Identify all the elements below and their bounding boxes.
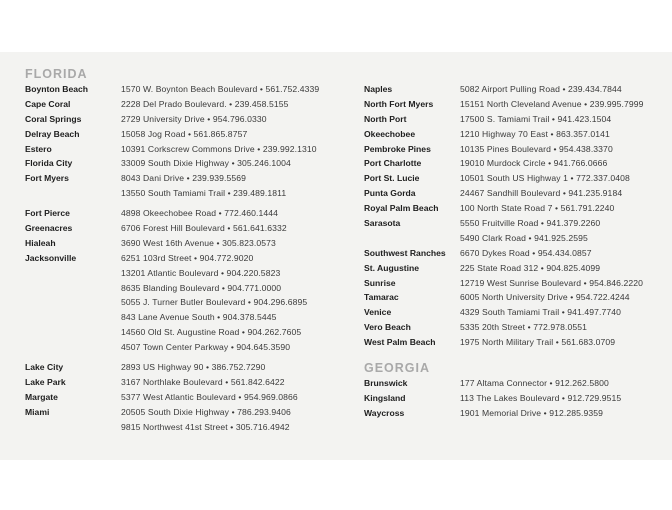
city-name: Brunswick bbox=[364, 378, 408, 389]
city-name: Florida City bbox=[25, 158, 73, 169]
address-phone: 5055 J. Turner Butler Boulevard • 904.296.6895 bbox=[121, 297, 308, 308]
address-phone: 10391 Corkscrew Commons Drive • 239.992.1310 bbox=[121, 143, 317, 154]
address-phone: 13201 Atlantic Boulevard • 904.220.5823 bbox=[121, 267, 281, 278]
address-phone: 10501 South US Highway 1 • 772.337.0408 bbox=[460, 173, 630, 184]
location-row bbox=[25, 127, 319, 142]
location-row bbox=[364, 246, 643, 261]
location-row bbox=[364, 320, 643, 335]
location-row bbox=[25, 405, 319, 420]
city-name: St. Augustine bbox=[364, 262, 420, 273]
location-row bbox=[25, 142, 319, 157]
location-row bbox=[364, 376, 643, 391]
address-phone: 24467 Sandhill Boulevard • 941.235.9184 bbox=[460, 188, 623, 199]
city-name: Port St. Lucie bbox=[364, 173, 420, 184]
address-phone: 5490 Clark Road • 941.925.2595 bbox=[460, 232, 588, 243]
location-row bbox=[25, 186, 319, 201]
city-name: Greenacres bbox=[25, 223, 73, 234]
address-phone: 12719 West Sunrise Boulevard • 954.846.2220 bbox=[460, 277, 643, 288]
address-phone: 843 Lane Avenue South • 904.378.5445 bbox=[121, 312, 277, 323]
location-row bbox=[364, 305, 643, 320]
city-name: Margate bbox=[25, 391, 58, 402]
location-row bbox=[25, 251, 319, 266]
city-name: Cape Coral bbox=[25, 98, 71, 109]
city-name: Jacksonville bbox=[25, 252, 77, 263]
city-name: Lake City bbox=[25, 362, 64, 373]
location-row bbox=[364, 186, 643, 201]
address-phone: 5377 West Atlantic Boulevard • 954.969.0866 bbox=[121, 391, 298, 402]
city-name: Estero bbox=[25, 143, 52, 154]
address-phone: 5335 20th Street • 772.978.0551 bbox=[460, 322, 587, 333]
location-row bbox=[25, 266, 319, 281]
address-phone: 20505 South Dixie Highway • 786.293.9406 bbox=[121, 406, 291, 417]
location-row bbox=[25, 390, 319, 405]
address-phone: 4329 South Tamiami Trail • 941.497.7740 bbox=[460, 307, 622, 318]
address-phone: 1210 Highway 70 East • 863.357.0141 bbox=[460, 128, 610, 139]
locations-card bbox=[0, 52, 672, 460]
address-phone: 33009 South Dixie Highway • 305.246.1004 bbox=[121, 158, 291, 169]
location-row bbox=[364, 201, 643, 216]
location-row bbox=[25, 221, 319, 236]
address-phone: 19010 Murdock Circle • 941.766.0666 bbox=[460, 158, 608, 169]
address-phone: 1901 Memorial Drive • 912.285.9359 bbox=[460, 407, 604, 418]
address-phone: 15151 North Cleveland Avenue • 239.995.7999 bbox=[460, 98, 644, 109]
city-name: Venice bbox=[364, 307, 392, 318]
right-column bbox=[364, 66, 643, 421]
location-row bbox=[25, 420, 319, 435]
city-name: Fort Myers bbox=[25, 173, 69, 184]
city-name: Port Charlotte bbox=[364, 158, 422, 169]
city-name: West Palm Beach bbox=[364, 337, 436, 348]
city-name: Southwest Ranches bbox=[364, 247, 446, 258]
address-phone: 15058 Jog Road • 561.865.8757 bbox=[121, 128, 248, 139]
address-phone: 113 The Lakes Boulevard • 912.729.9515 bbox=[460, 392, 622, 403]
city-name: Royal Palm Beach bbox=[364, 203, 439, 214]
address-phone: 8635 Blanding Boulevard • 904.771.0000 bbox=[121, 282, 282, 293]
city-name: Sunrise bbox=[364, 277, 396, 288]
address-phone: 5550 Fruitville Road • 941.379.2260 bbox=[460, 218, 601, 229]
city-name: North Port bbox=[364, 113, 407, 124]
city-name: Fort Pierce bbox=[25, 208, 70, 219]
city-name: Coral Springs bbox=[25, 113, 82, 124]
location-row bbox=[364, 231, 643, 246]
location-row bbox=[364, 216, 643, 231]
city-name: Okeechobee bbox=[364, 128, 416, 139]
address-phone: 8043 Dani Drive • 239.939.5569 bbox=[121, 173, 246, 184]
city-name: Hialeah bbox=[25, 237, 56, 248]
city-name: Punta Gorda bbox=[364, 188, 416, 199]
left-location-list bbox=[25, 82, 319, 434]
address-phone: 6251 103rd Street • 904.772.9020 bbox=[121, 252, 254, 263]
city-name: Pembroke Pines bbox=[364, 143, 431, 154]
location-row bbox=[25, 112, 319, 127]
city-name: Waycross bbox=[364, 407, 405, 418]
location-row bbox=[364, 156, 643, 171]
right-location-list bbox=[364, 82, 643, 350]
address-phone: 2729 University Drive • 954.796.0330 bbox=[121, 113, 267, 124]
location-row bbox=[25, 97, 319, 112]
location-row bbox=[364, 261, 643, 276]
city-name: Tamarac bbox=[364, 292, 399, 303]
location-row bbox=[25, 360, 319, 375]
location-row bbox=[364, 276, 643, 291]
city-name: Delray Beach bbox=[25, 128, 80, 139]
location-row bbox=[25, 171, 319, 186]
section-gap bbox=[364, 350, 643, 360]
city-name: Kingsland bbox=[364, 392, 406, 403]
address-phone: 13550 South Tamiami Trail • 239.489.1811 bbox=[121, 188, 287, 199]
address-phone: 225 State Road 312 • 904.825.4099 bbox=[460, 262, 601, 273]
city-name: Sarasota bbox=[364, 218, 401, 229]
location-row bbox=[25, 310, 319, 325]
location-row bbox=[25, 375, 319, 390]
location-row bbox=[25, 236, 319, 251]
location-row bbox=[364, 171, 643, 186]
address-phone: 100 North State Road 7 • 561.791.2240 bbox=[460, 203, 615, 214]
location-row bbox=[25, 295, 319, 310]
address-phone: 3167 Northlake Boulevard • 561.842.6422 bbox=[121, 376, 285, 387]
city-name: Lake Park bbox=[25, 376, 66, 387]
location-row bbox=[25, 281, 319, 296]
address-phone: 17500 S. Tamiami Trail • 941.423.1504 bbox=[460, 113, 612, 124]
location-row bbox=[364, 406, 643, 421]
location-row bbox=[364, 290, 643, 305]
address-phone: 2228 Del Prado Boulevard. • 239.458.5155 bbox=[121, 98, 289, 109]
left-column bbox=[25, 66, 319, 434]
location-row bbox=[25, 325, 319, 340]
location-row bbox=[364, 335, 643, 350]
location-row bbox=[364, 97, 643, 112]
address-phone: 3690 West 16th Avenue • 305.823.0573 bbox=[121, 237, 276, 248]
location-row bbox=[25, 156, 319, 171]
city-name: Boynton Beach bbox=[25, 84, 89, 94]
location-row bbox=[364, 391, 643, 406]
florida-heading: FLORIDA bbox=[25, 67, 88, 81]
georgia-location-list bbox=[364, 376, 643, 421]
location-row bbox=[25, 340, 319, 355]
location-row bbox=[25, 82, 319, 97]
city-name: North Fort Myers bbox=[364, 98, 434, 109]
address-phone: 4898 Okeechobee Road • 772.460.1444 bbox=[121, 208, 279, 219]
location-row bbox=[364, 82, 643, 97]
address-phone: 6005 North University Drive • 954.722.4244 bbox=[460, 292, 630, 303]
location-row bbox=[364, 127, 643, 142]
address-phone: 6706 Forest Hill Boulevard • 561.641.6332 bbox=[121, 223, 287, 234]
address-phone: 10135 Pines Boulevard • 954.438.3370 bbox=[460, 143, 613, 154]
location-row bbox=[364, 142, 643, 157]
address-phone: 5082 Airport Pulling Road • 239.434.7844 bbox=[460, 84, 622, 94]
location-row bbox=[25, 206, 319, 221]
address-phone: 1570 W. Boynton Beach Boulevard • 561.752.4339 bbox=[121, 84, 320, 94]
city-name: Miami bbox=[25, 406, 50, 417]
address-phone: 4507 Town Center Parkway • 904.645.3590 bbox=[121, 342, 291, 353]
address-phone: 1975 North Military Trail • 561.683.0709 bbox=[460, 337, 616, 348]
address-phone: 2893 US Highway 90 • 386.752.7290 bbox=[121, 362, 266, 373]
location-row bbox=[364, 112, 643, 127]
address-phone: 14560 Old St. Augustine Road • 904.262.7605 bbox=[121, 327, 302, 338]
city-name: Vero Beach bbox=[364, 322, 411, 333]
city-name: Naples bbox=[364, 84, 393, 94]
address-phone: 177 Altama Connector • 912.262.5800 bbox=[460, 378, 609, 389]
address-phone: 6670 Dykes Road • 954.434.0857 bbox=[460, 247, 592, 258]
georgia-heading: GEORGIA bbox=[364, 361, 431, 376]
address-phone: 9815 Northwest 41st Street • 305.716.4942 bbox=[121, 421, 290, 432]
